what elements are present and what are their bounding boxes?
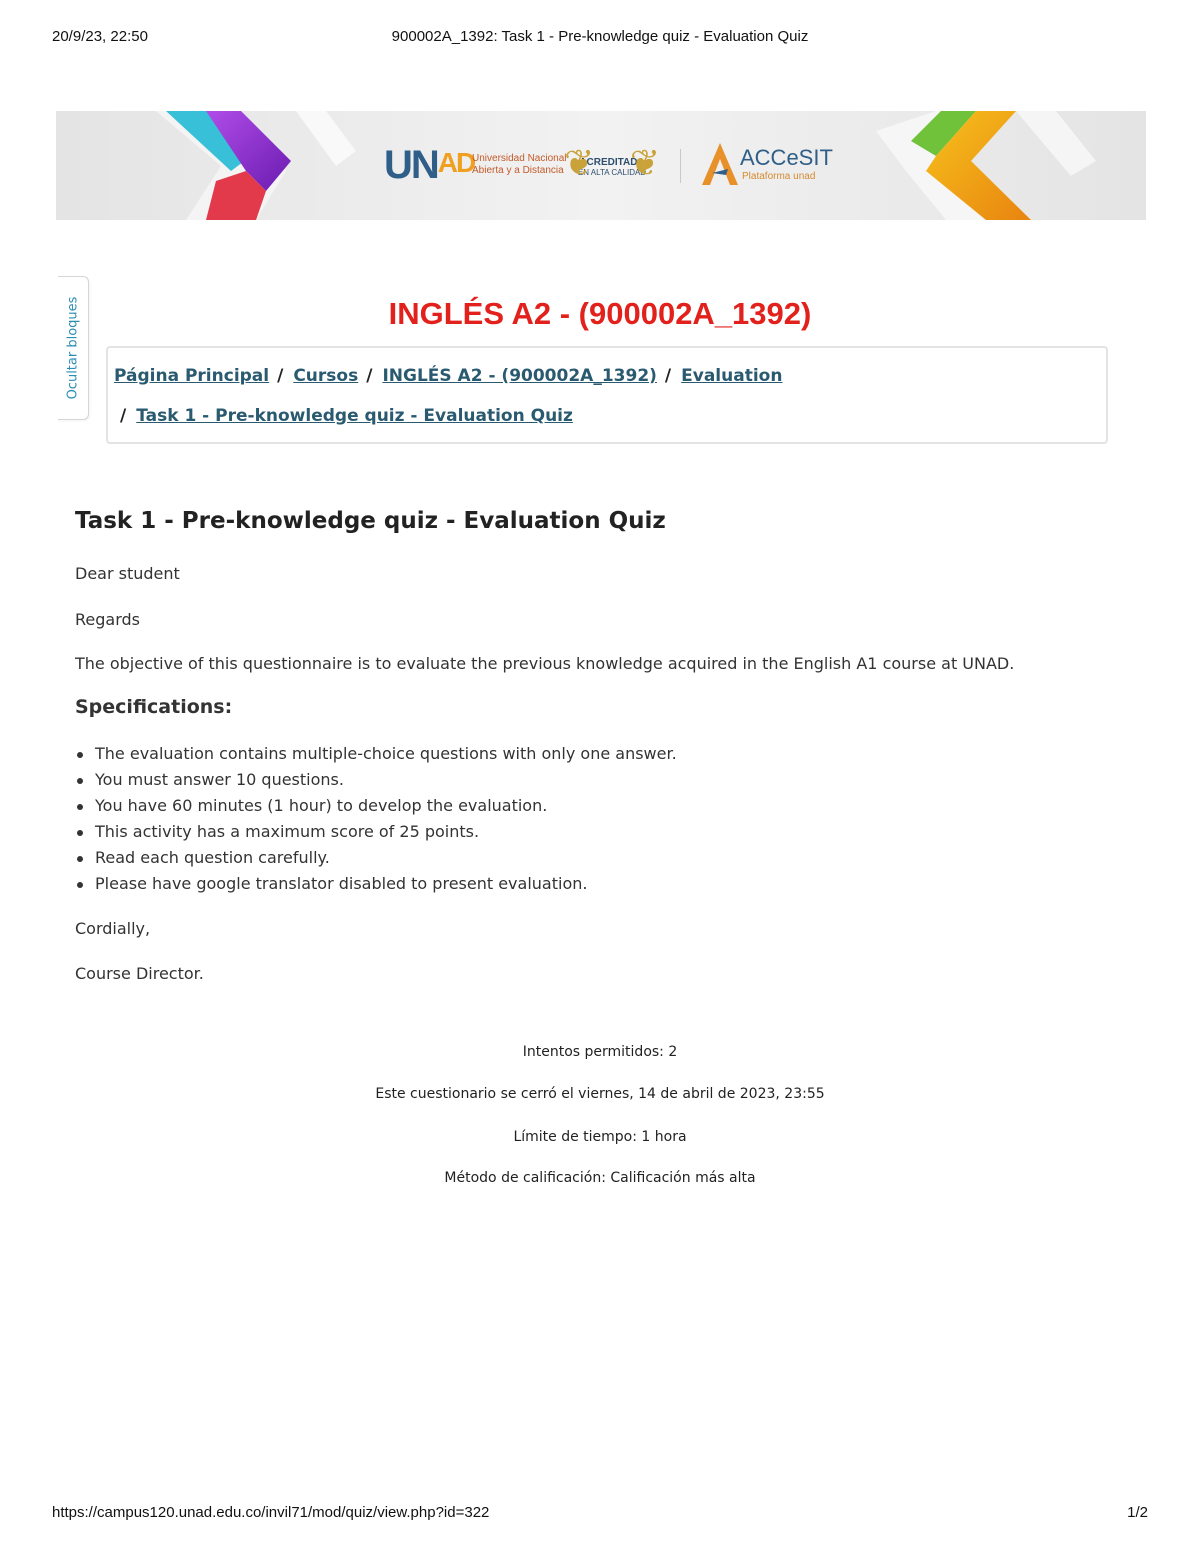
logo-divider <box>680 149 681 183</box>
print-page-number: 1/2 <box>1127 1504 1148 1521</box>
course-title: INGLÉS A2 - (900002A_1392) <box>388 296 812 331</box>
unad-logo-text: UNAD <box>384 143 475 187</box>
specifications-list <box>75 741 677 897</box>
accreditation-seal: ❦ ❦ ACREDITADA EN ALTA CALIDAD <box>564 142 660 183</box>
list-item: The evaluation contains multiple-choice questions with only one answer. <box>75 741 677 767</box>
list-item: Please have google translator disabled to present evaluation. <box>75 871 677 897</box>
regards-text: Regards <box>75 610 140 629</box>
unad-subtitle: Universidad Nacional Abierta y a Distancia <box>472 153 567 176</box>
accesit-mark-icon <box>698 139 742 189</box>
breadcrumb <box>106 346 1108 444</box>
quiz-intro <box>75 508 1135 983</box>
breadcrumb-evaluation-link[interactable]: Evaluation <box>681 366 783 386</box>
print-footer <box>0 1504 1200 1526</box>
header-banner <box>56 111 1146 220</box>
print-header <box>0 28 1200 50</box>
list-item: This activity has a maximum score of 25 points. <box>75 819 677 845</box>
breadcrumb-home-link[interactable]: Página Principal <box>114 366 270 386</box>
laurel-right-icon: ❦ <box>629 142 660 183</box>
print-datetime: 20/9/23, 22:50 <box>52 28 148 45</box>
hide-blocks-label: Ocultar bloques <box>65 296 81 400</box>
laurel-left-icon: ❦ <box>564 142 595 183</box>
breadcrumb-quiz-link[interactable]: Task 1 - Pre-knowledge quiz - Evaluation Quiz <box>136 406 573 426</box>
breadcrumb-courses-link[interactable]: Cursos <box>293 366 359 386</box>
closing-text: Cordially, <box>75 919 151 938</box>
objective-text: The objective of this questionnaire is to evaluate the previous knowledge acquired in the English A1 course at UNAD. <box>75 654 1015 673</box>
list-item: You have 60 minutes (1 hour) to develop the evaluation. <box>75 793 677 819</box>
print-url: https://campus120.unad.edu.co/invil71/mod/quiz/view.php?id=322 <box>52 1504 490 1521</box>
quiz-title: Task 1 - Pre-knowledge quiz - Evaluation Quiz <box>75 508 666 534</box>
attempts-allowed: Intentos permitidos: 2 <box>522 1044 678 1060</box>
greeting-text: Dear student <box>75 564 180 583</box>
grading-method: Método de calificación: Calificación más alta <box>444 1170 756 1186</box>
list-item: Read each question carefully. <box>75 845 677 871</box>
print-page-title: 900002A_1392: Task 1 - Pre-knowledge quiz - Evaluation Quiz <box>391 28 809 45</box>
breadcrumb-separator: / <box>120 406 127 426</box>
signature-text: Course Director. <box>75 964 204 983</box>
specifications-heading: Specifications: <box>75 696 233 718</box>
time-limit: Límite de tiempo: 1 hora <box>513 1129 687 1145</box>
breadcrumb-separator: / <box>366 366 373 386</box>
list-item: You must answer 10 questions. <box>75 767 677 793</box>
accesit-logo: ACCeSIT Plataforma unad <box>698 135 838 195</box>
breadcrumb-separator: / <box>277 366 284 386</box>
quiz-closed-date: Este cuestionario se cerró el viernes, 14 de abril de 2023, 23:55 <box>375 1086 825 1102</box>
breadcrumb-course-link[interactable]: INGLÉS A2 - (900002A_1392) <box>382 366 657 386</box>
breadcrumb-separator: / <box>664 366 672 386</box>
